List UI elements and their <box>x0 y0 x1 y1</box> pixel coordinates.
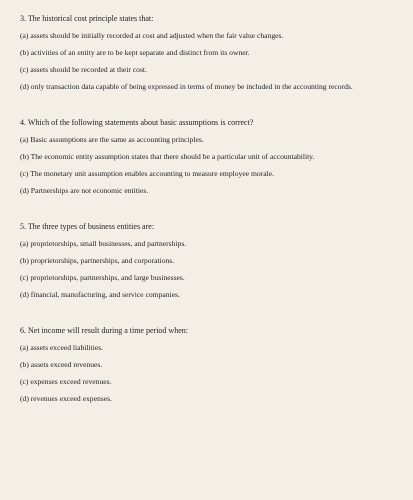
option-c: (c) The monetary unit assumption enables accounting to measure employee morale. <box>20 169 274 178</box>
question-3 <box>20 14 393 92</box>
question-text: 5. The three types of business entities are: <box>20 222 155 231</box>
option-b: (b) The economic entity assumption states that there should be a particular unit of accountability. <box>20 152 315 161</box>
option-c: (c) proprietorships, partnerships, and large businesses. <box>20 273 185 282</box>
option-a: (a) assets exceed liabilities. <box>20 343 104 352</box>
option-b: (b) assets exceed revenues. <box>20 360 103 369</box>
question-4 <box>20 118 393 196</box>
option-a: (a) Basic assumptions are the same as accounting principles. <box>20 135 204 144</box>
option-a: (a) assets should be initially recorded at cost and adjusted when the fair value changes. <box>20 31 284 40</box>
option-b: (b) proprietorships, partnerships, and corporations. <box>20 256 175 265</box>
option-d: (d) Partnerships are not economic entities. <box>20 186 149 195</box>
option-b: (b) activities of an entity are to be kept separate and distinct from its owner. <box>20 48 250 57</box>
question-6 <box>20 326 393 404</box>
option-d: (d) only transaction data capable of being expressed in terms of money be included in the accounting records. <box>20 82 353 91</box>
option-d: (d) financial, manufacturing, and service companies. <box>20 290 180 299</box>
question-text: 4. Which of the following statements about basic assumptions is correct? <box>20 118 254 127</box>
question-text: 3. The historical cost principle states that: <box>20 14 154 23</box>
option-c: (c) assets should be recorded at their cost. <box>20 65 147 74</box>
question-text: 6. Net income will result during a time period when: <box>20 326 188 335</box>
option-d: (d) revenues exceed expenses. <box>20 394 112 403</box>
option-a: (a) proprietorships, small businesses, and partnerships. <box>20 239 187 248</box>
question-5 <box>20 222 393 300</box>
option-c: (c) expenses exceed revenues. <box>20 377 112 386</box>
